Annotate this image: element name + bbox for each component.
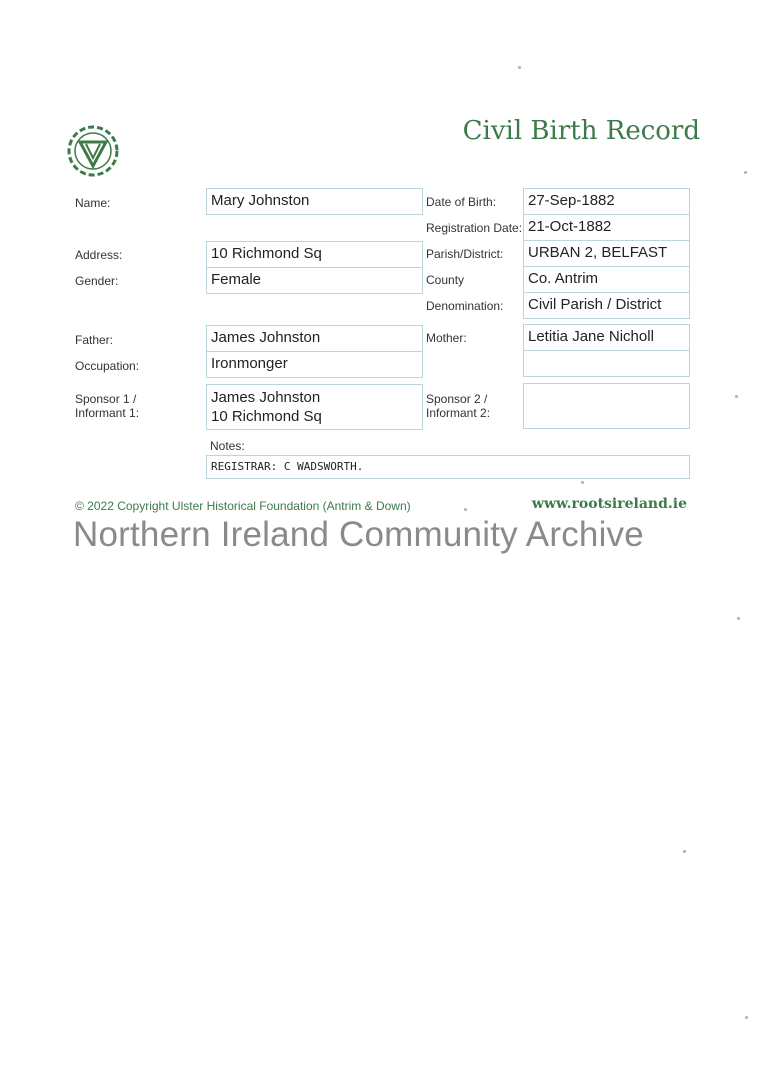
county-label: County (426, 273, 465, 287)
scan-speck (464, 508, 467, 511)
father-field: James Johnston (206, 325, 423, 352)
scan-speck (735, 395, 738, 398)
scan-speck (737, 617, 740, 620)
address-label: Address: (75, 248, 123, 262)
website-link[interactable]: www.rootsireland.ie (531, 496, 687, 512)
scan-speck (683, 850, 686, 853)
parish-district-field: URBAN 2, BELFAST (523, 240, 690, 267)
denomination-label: Denomination: (426, 299, 504, 313)
parish-district-label: Parish/District: (426, 247, 504, 261)
sponsor1-field (206, 384, 423, 430)
sponsor1-label: Sponsor 1 / Informant 1: (75, 392, 140, 420)
mother-extra-field (523, 350, 690, 377)
archive-watermark: Northern Ireland Community Archive (73, 515, 644, 554)
scan-speck (581, 481, 584, 484)
gender-label: Gender: (75, 274, 119, 288)
date-of-birth-field: 27-Sep-1882 (523, 188, 690, 215)
scan-speck (744, 171, 747, 174)
address-field: 10 Richmond Sq (206, 241, 423, 268)
date-of-birth-label: Date of Birth: (426, 195, 497, 209)
notes-label: Notes: (210, 439, 245, 453)
gender-field: Female (206, 267, 423, 294)
name-field: Mary Johnston (206, 188, 423, 215)
mother-label: Mother: (426, 331, 467, 345)
mother-field: Letitia Jane Nicholl (523, 324, 690, 351)
document-title: Civil Birth Record (462, 116, 700, 146)
county-field: Co. Antrim (523, 266, 690, 293)
scan-speck (518, 66, 521, 69)
father-label: Father: (75, 333, 114, 347)
notes-field: REGISTRAR: C WADSWORTH. (206, 455, 690, 479)
harp-logo-icon (62, 120, 124, 182)
occupation-field: Ironmonger (206, 351, 423, 378)
scan-speck (745, 1016, 748, 1019)
occupation-label: Occupation: (75, 359, 140, 373)
copyright-text: © 2022 Copyright Ulster Historical Foundation (Antrim & Down) (75, 499, 411, 513)
sponsor1-name: James Johnston (211, 389, 321, 406)
registration-date-field: 21-Oct-1882 (523, 214, 690, 241)
registration-date-label: Registration Date: (426, 221, 523, 235)
denomination-field: Civil Parish / District (523, 292, 690, 319)
sponsor1-address: 10 Richmond Sq (211, 408, 322, 425)
sponsor2-label: Sponsor 2 / Informant 2: (426, 392, 491, 420)
name-label: Name: (75, 196, 111, 210)
sponsor2-field (523, 383, 690, 429)
